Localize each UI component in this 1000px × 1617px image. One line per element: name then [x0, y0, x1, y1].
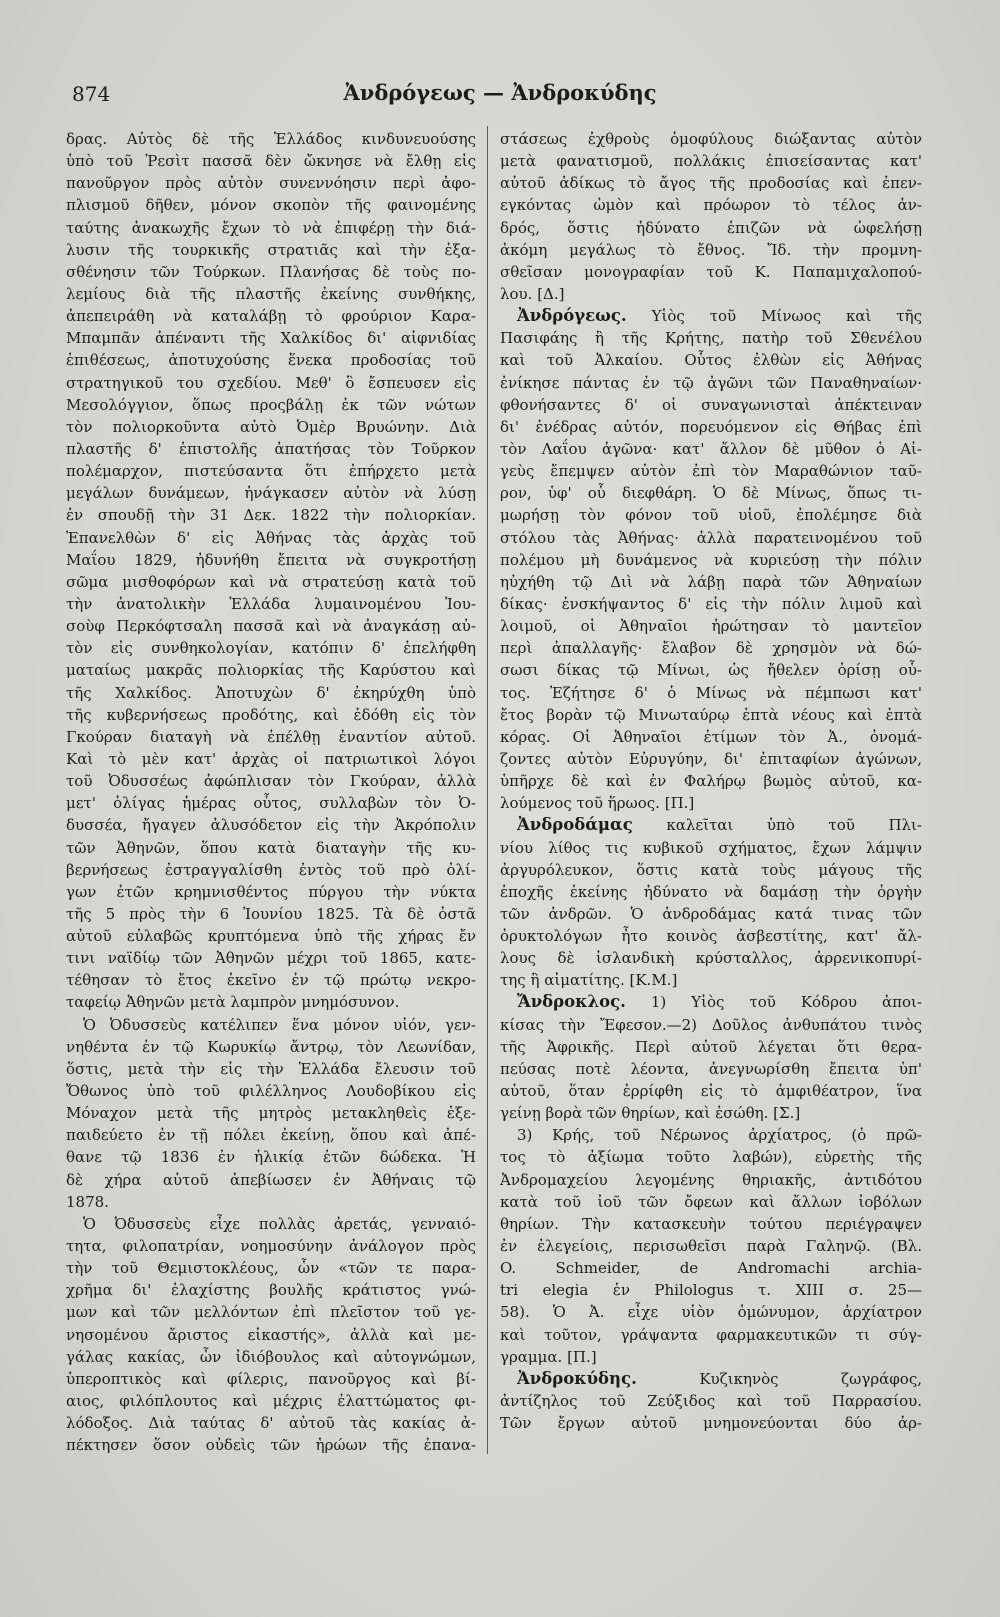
text-line: τὸν εἰς συνθηκολογίαν, κατόπιν δ' ἐπελήφθη	[66, 639, 476, 658]
entry-text: Υἱὸς τοῦ Μίνωος καὶ τῆς	[651, 307, 922, 326]
text-line: 3) Κρής, τοῦ Νέρωνος ἀρχίατρος, (ὁ πρῶ-	[517, 1126, 922, 1145]
text-line: θανε τῷ 1836 ἐν ἡλικίᾳ ἐτῶν δώδεκα. Ἡ	[66, 1148, 476, 1167]
entry-text: 1) Υἱὸς τοῦ Κόδρου ἀποι-	[650, 993, 922, 1012]
text-line: καὶ τοῦ Ἀλκαίου. Οὗτος ἐλθὼν εἰς Ἀθήνας	[500, 351, 922, 370]
text-line: δρός, ὅστις ἠδύνατο ἐπιζῶν νὰ ὠφελήσῃ	[500, 218, 922, 237]
text-line: πλισμοῦ δῆθεν, μόνον σκοπὸν τῆς φαινομένης	[66, 196, 476, 215]
text-line: O. Schmeider, de Andromachi archia-	[500, 1259, 922, 1278]
entry-text: καλεῖται ὑπὸ τοῦ Πλι-	[666, 816, 922, 835]
text-line: ὑπῆρχε δὲ καὶ ἐν Φαλήρῳ βωμὸς αὐτοῦ, κα-	[500, 772, 922, 791]
text-line: νηθέντα ἐν τῷ Κωρυκίῳ ἄντρῳ, τὸν Λεωνίδαν,	[66, 1037, 476, 1056]
text-line: χρῆμα δι' ἐλαχίστης βουλῆς κράτιστος γνώ-	[66, 1281, 476, 1300]
text-line: δρας. Αὐτὸς δὲ τῆς Ἑλλάδος κινδυνευούσης	[66, 130, 476, 148]
text-line: ὀρυκτολόγων ἦτο κοινὸς ἀσβεστίτης, κατ' ἄλ-	[500, 927, 922, 946]
text-line: μεγάλων δυνάμεων, ἠνάγκασεν αὐτὸν νὰ λύσῃ	[66, 484, 476, 503]
text-line: δυσσέα, ἤγαγεν ἁλυσόδετον εἰς τὴν Ἀκρόπολιν	[66, 816, 476, 835]
text-line: μετ' ὀλίγας ἡμέρας οὗτος, συλλαβὼν τὸν Ὀ-	[66, 794, 476, 813]
text-line: ρον, ὑφ' οὗ διεφθάρη. Ὁ δὲ Μίνως, ὅπως τι-	[500, 484, 922, 503]
entry-headword-line	[500, 814, 922, 836]
text-line: ζοντες αὐτὸν Εὐρυγύην, δι' ἐπιταφίων ἀγώνων,	[500, 749, 922, 768]
text-line: πανοῦργον πρὸς αὐτὸν συνεννόησιν περὶ ἀφο-	[66, 174, 476, 193]
text-line: γεὺς ἔπεμψεν αὐτὸν ἐπὶ τὸν Μαραθώνιον ταῦ-	[500, 462, 922, 481]
page-number: 874	[72, 82, 111, 106]
right-column	[500, 128, 922, 1434]
text-line: ἔτος βορὰν τῷ Μινωταύρῳ ἑπτὰ νέους καὶ ἑπτὰ	[500, 705, 922, 724]
text-line: αὐτοῦ εὐλαβῶς κρυπτόμενα ὑπὸ τῆς χήρας ἔν	[66, 927, 476, 946]
text-line: λόδοξος. Διὰ ταύτας δ' αὐτοῦ τὰς κακίας ἀ-	[66, 1414, 476, 1433]
text-line: τὸν Λαΐου ἀγῶνα· κατ' ἄλλον δὲ μῦθον ὁ Αἰ-	[500, 439, 922, 458]
text-line: ταύτης ἀνακωχῆς ἔχων τὸ νὰ ἐπιφέρῃ τὴν διά-	[66, 218, 476, 237]
text-line: πεύσας ποτὲ λέοντα, ἀνεγνωρίσθη ἔπειτα ὑπ'	[500, 1059, 922, 1078]
text-line: πολέμαρχον, πιστεύσαντα ὅτι ἐπήρχετο μετὰ	[66, 462, 476, 481]
text-line: γείνῃ βορὰ τῶν θηρίων, καὶ ἐσώθη. [Σ.]	[500, 1104, 801, 1123]
text-line: σῶμα μισθοφόρων καὶ νὰ στρατεύσῃ κατὰ τοῦ	[66, 572, 476, 591]
text-line: τητα, φιλοπατρίαν, νοημοσύνην ἀνάλογον πρὸς	[66, 1237, 476, 1256]
text-line: Καὶ τὸ μὲν κατ' ἀρχὰς οἱ πατριωτικοὶ λόγοι	[66, 749, 476, 768]
text-line: καὶ τοῦτον, γράψαντα φαρμακευτικῶν τι σύγ-	[500, 1325, 922, 1344]
text-line: θηρίων. Τὴν κατασκευὴν τούτου περιέγραψεν	[500, 1214, 922, 1233]
text-line: λοιμοῦ, οἱ Ἀθηναῖοι ἠρώτησαν τὸ μαντεῖον	[500, 617, 922, 636]
text-line: λυσιν τῆς τουρκικῆς στρατιᾶς καὶ τὴν ἐξα-	[66, 240, 476, 259]
column-divider	[487, 126, 488, 1454]
text-line: τινι ναϊδίῳ τῶν Ἀθηνῶν μέχρι τοῦ 1865, κατε-	[66, 949, 476, 968]
entry-headword: Ἀνδροδάμας	[517, 815, 633, 835]
text-line: ταφείῳ Ἀθηνῶν μετὰ λαμπρὸν μνημόσυνον.	[66, 993, 400, 1012]
entry-headword-line	[500, 1368, 922, 1390]
text-line: τος τὸ ἀξίωμα τοῦτο λαβών), εὑρετὴς τῆς	[500, 1148, 922, 1167]
text-line: 1878.	[66, 1192, 109, 1211]
entry-headword: Ἀνδρόγεως.	[517, 306, 627, 326]
text-line: τὴν τοῦ Θεμιστοκλέους, ὧν «τῶν τε παρα-	[66, 1259, 476, 1278]
text-line: ηὐχήθη τῷ Διὶ νὰ λάβῃ παρὰ τῶν Ἀθηναίων	[500, 572, 922, 591]
text-line: ἀργυρόλευκον, ὅστις κατὰ τοὺς μάγους τῆς	[500, 860, 922, 879]
text-line: τῶν ἀνδρῶν. Ὁ ἀνδροδάμας κατά τινας τῶν	[500, 904, 922, 923]
text-line: ἐνίκησε πάντας ἐν τῷ ἀγῶνι τῶν Παναθηναίων·	[500, 373, 922, 392]
left-column	[66, 128, 476, 1456]
text-line: Πασιφάης ἢ τῆς Κρήτης, πατὴρ τοῦ Σθενέλου	[500, 329, 922, 348]
text-line: τῶν Ἀθηνῶν, ὅπου κατὰ διαταγὴν τῆς κυ-	[66, 838, 476, 857]
text-line: νησομένου ἄριστος εἰκαστής», ἀλλὰ καὶ με-	[66, 1325, 476, 1344]
text-line: τὴν ἀνατολικὴν Ἑλλάδα λυμαινομένου Ἰου-	[66, 594, 476, 613]
text-line: μων καὶ τῶν μελλόντων ἐπὶ πλεῖστον τοῦ γε-	[66, 1303, 476, 1322]
text-line: στόλου τὰς Ἀθήνας· ἀλλὰ παρατεινομένου τοῦ	[500, 528, 922, 547]
text-line: λούμενος τοῦ ἥρωος. [Π.]	[500, 794, 695, 813]
text-line: τοῦ Ὀδυσσέως ἀφώπλισαν τὸν Γκούραν, ἀλλὰ	[66, 772, 476, 791]
text-line: μετὰ φανατισμοῦ, πολλάκις ἐπισείσαντας κατ'	[500, 152, 922, 171]
text-line: 58). Ὁ Ἀ. εἶχε υἱὸν ὁμώνυμον, ἀρχίατρον	[500, 1303, 922, 1322]
text-line: τῆς 5 πρὸς τὴν 6 Ἰουνίου 1825. Τὰ δὲ ὀστᾶ	[66, 904, 476, 923]
text-line: κατὰ τοῦ ἰοῦ τῶν ὄφεων καὶ ἄλλων ἰοβόλων	[500, 1192, 922, 1211]
text-line: γάλας κακίας, ὧν ἰδιόβουλος καὶ αὐτογνώμων,	[66, 1347, 476, 1366]
text-line: ἀντίζηλος τοῦ Ζεύξιδος καὶ τοῦ Παρρασίου.	[500, 1392, 922, 1411]
text-line: Ὁ Ὀδυσσεὺς εἶχε πολλὰς ἀρετάς, γενναιό-	[83, 1214, 476, 1233]
text-line: Μόναχον μετὰ τῆς μητρὸς μετακληθεὶς ἐξε-	[66, 1104, 476, 1123]
text-line: ὑπὸ τοῦ Ῥεσὶτ πασσᾶ δὲν ὤκνησε νὰ ἔλθῃ εἰς	[66, 152, 476, 171]
text-line: τῆς Χαλκίδος. Ἀποτυχὼν δ' ἐκηρύχθη ὑπὸ	[66, 683, 476, 702]
text-line: γων ἐτῶν κρημνισθέντος πύργου τὴν νύκτα	[66, 882, 476, 901]
text-line: δίκας· ἐνσκήψαντος δ' εἰς τὴν πόλιν λιμοῦ καὶ	[500, 594, 922, 613]
text-line: της ἢ αἱματίτης. [Κ.Μ.]	[500, 971, 678, 990]
text-line: ἀπεπειράθη νὰ καταλάβῃ τὸ φρούριον Καρα-	[66, 307, 476, 326]
text-line: στάσεως ἐχθροὺς ὁμοφύλους διώξαντας αὐτὸν	[500, 130, 922, 148]
text-line: ἐν ἐλεγείοις, περισωθεῖσι παρὰ Γαληνῷ. (Βλ.	[500, 1237, 922, 1256]
text-line: παιδεύετο ἐν τῇ πόλει ἐκείνῃ, ὅπου καὶ ἀπέ-	[66, 1126, 476, 1145]
text-line: ὑπεροπτικὸς καὶ φίλερις, πανοῦργος καὶ βί-	[66, 1369, 476, 1388]
text-line: κόρας. Οἱ Ἀθηναῖοι ἐτίμων τὸν Ἀ., ὀνομά-	[500, 727, 922, 746]
running-head: Ἀνδρόγεως — Ἀνδροκύδης	[343, 80, 657, 105]
text-line: Τῶν ἔργων αὐτοῦ μνημονεύονται δύο ἀρ-	[500, 1414, 922, 1433]
text-line: δὲ χήρα αὐτοῦ ἀπεβίωσεν ἐν Ἀθήναις τῷ	[66, 1170, 476, 1189]
text-line: φθονήσαντες δ' οἱ συναγωνισταὶ ἀπέκτειναν	[500, 395, 922, 414]
text-line: Γκούραν διαταγὴ νὰ ἐπέλθῃ ἐναντίον αὐτοῦ.	[66, 727, 476, 746]
text-line: τέθησαν τὸ ἔτος ἐκεῖνο ἐν τῷ πρώτῳ νεκρο-	[66, 971, 476, 990]
text-line: ὅστις, μετὰ τὴν εἰς τὴν Ἑλλάδα ἔλευσιν τοῦ	[66, 1059, 476, 1078]
text-line: κίσας τὴν Ἔφεσον.—2) Δοῦλος ἀνθυπάτου τινὸς	[500, 1015, 922, 1034]
text-line: εγκόντας ὠμὸν καὶ πρόωρον τὸ τέλος ἀν-	[500, 196, 922, 215]
text-line: δι' ἐνέδρας αὐτόν, πορευόμενον εἰς Θήβας ἐπὶ	[500, 417, 922, 436]
text-line: λου. [Δ.]	[500, 284, 565, 303]
text-line: σοὺφ Περκόφτσαλη πασσᾶ καὶ νὰ ἀναγκάσῃ αὐ-	[66, 617, 476, 636]
text-line: περὶ ἀπαλλαγῆς· ἔλαβον δὲ χρησμὸν νὰ δώ-	[500, 639, 922, 658]
text-line: βερνήσεως ἐστραγγαλίσθη ἐντὸς τοῦ πρὸ ὀλί-	[66, 860, 476, 879]
text-line: στρατηγικοῦ του σχεδίου. Μεθ' ὃ ἔσπευσεν εἰς	[66, 373, 476, 392]
text-line: Μεσολόγγιον, ὅπως προςβάλῃ ἐκ τῶν νώτων	[66, 395, 476, 414]
text-line: πολέμου μὴ δυνάμενος νὰ κυριεύσῃ τὴν πόλιν	[500, 550, 922, 569]
text-line: αὐτοῦ, ὅταν ἐρρίφθη εἰς τὸ ἀμφιθέατρον, ἵνα	[500, 1082, 922, 1101]
text-line: νίου λίθος τις κυβικοῦ σχήματος, ἔχων λάμψιν	[500, 838, 922, 857]
text-line: αὐτοῦ ἀδίκως τὸ ἄγος τῆς προδοσίας καὶ ἐπεν-	[500, 174, 922, 193]
text-line: ἐπιθέσεως, ἀποτυχούσης ἕνεκα προδοσίας τοῦ	[66, 351, 476, 370]
text-line: σθεῖσαν μονογραφίαν τοῦ Κ. Παπαμιχαλοπού-	[500, 262, 922, 281]
text-line: αιος, φιλόπλουτος καὶ μέχρις ἐλαττώματος φι-	[66, 1392, 476, 1411]
text-line: Ὄθωνος ὑπὸ τοῦ φιλέλληνος Λουδοβίκου εἰς	[66, 1082, 476, 1101]
text-line: τῆς κυβερνήσεως προδότης, καὶ ἐδόθη εἰς τὸν	[66, 705, 476, 724]
text-line: τὸν πολιορκοῦντα αὐτὸ Ὀμὲρ Βρυώνην. Διὰ	[66, 417, 476, 436]
text-line: μωρήσῃ τὸν φόνον τοῦ υἱοῦ, ἐπολέμησε διὰ	[500, 506, 922, 525]
text-line: πέκτησεν ὅσον οὐδεὶς τῶν ἡρώων τῆς ἐπανα-	[66, 1436, 476, 1455]
text-line: πλαστῆς δ' ἐπιστολῆς ἀπατήσας τὸν Τοῦρκον	[66, 439, 476, 458]
text-line: τῆς Ἀφρικῆς. Περὶ αὐτοῦ λέγεται ὅτι θερα-	[500, 1037, 922, 1056]
text-line: γραμμα. [Π.]	[500, 1347, 597, 1366]
entry-headword-line	[500, 991, 922, 1013]
text-line: τος. Ἐζήτησε δ' ὁ Μίνως νὰ πέμπωσι κατ'	[500, 683, 922, 702]
text-line: Ἐπανελθὼν δ' εἰς Ἀθήνας τὰς ἀρχὰς τοῦ	[66, 528, 476, 547]
text-line: λους δὲ ἰσλανδικὴ κρύσταλλος, ἀρρενικοπυρί-	[500, 949, 922, 968]
entry-text: Κυζικηνὸς ζωγράφος,	[699, 1369, 922, 1388]
text-line: Μπαμπᾶν ἀπέναντι τῆς Χαλκίδος δι' αἰφνιδίας	[66, 329, 476, 348]
text-line: ἐποχῆς ἐκείνης ἠδύνατο νὰ δαμάσῃ τὴν ὀργὴν	[500, 882, 922, 901]
text-line: Μαΐου 1829, ἠδυνήθη ἔπειτα νὰ συγκροτήσῃ	[66, 550, 476, 569]
text-line: ματαίως μακρᾶς πολιορκίας τῆς Καρύστου καὶ	[66, 661, 476, 680]
text-line: σωσι δίκας τῷ Μίνωι, ὡς ἤθελεν ὁρίσῃ οὗ-	[500, 661, 922, 680]
entry-headword-line	[500, 305, 922, 327]
entry-headword: Ἄνδροκλος.	[517, 992, 626, 1012]
text-line: ἀκόμη μεγάλως τὸ ἔθνος. Ἴδ. τὴν προμνη-	[500, 240, 922, 259]
text-line: λεμίους διὰ τῆς πλαστῆς ἐκείνης συνθήκης,	[66, 284, 476, 303]
entry-headword: Ἀνδροκύδης.	[517, 1368, 637, 1388]
text-line: Ἀνδρομαχείου λεγομένης θηριακῆς, ἀντιδότου	[500, 1170, 922, 1189]
text-line: tri elegia ἐν Philologus τ. XIII σ. 25—	[500, 1281, 922, 1300]
text-line: Ὁ Ὀδυσσεὺς κατέλιπεν ἕνα μόνον υἱόν, γεν-	[83, 1015, 476, 1034]
text-line: ἐν σπουδῇ τὴν 31 Δεκ. 1822 τὴν πολιορκίαν.	[66, 506, 476, 525]
text-line: σθένησιν τῶν Τούρκων. Πλανήσας δὲ τοὺς πο-	[66, 262, 476, 281]
